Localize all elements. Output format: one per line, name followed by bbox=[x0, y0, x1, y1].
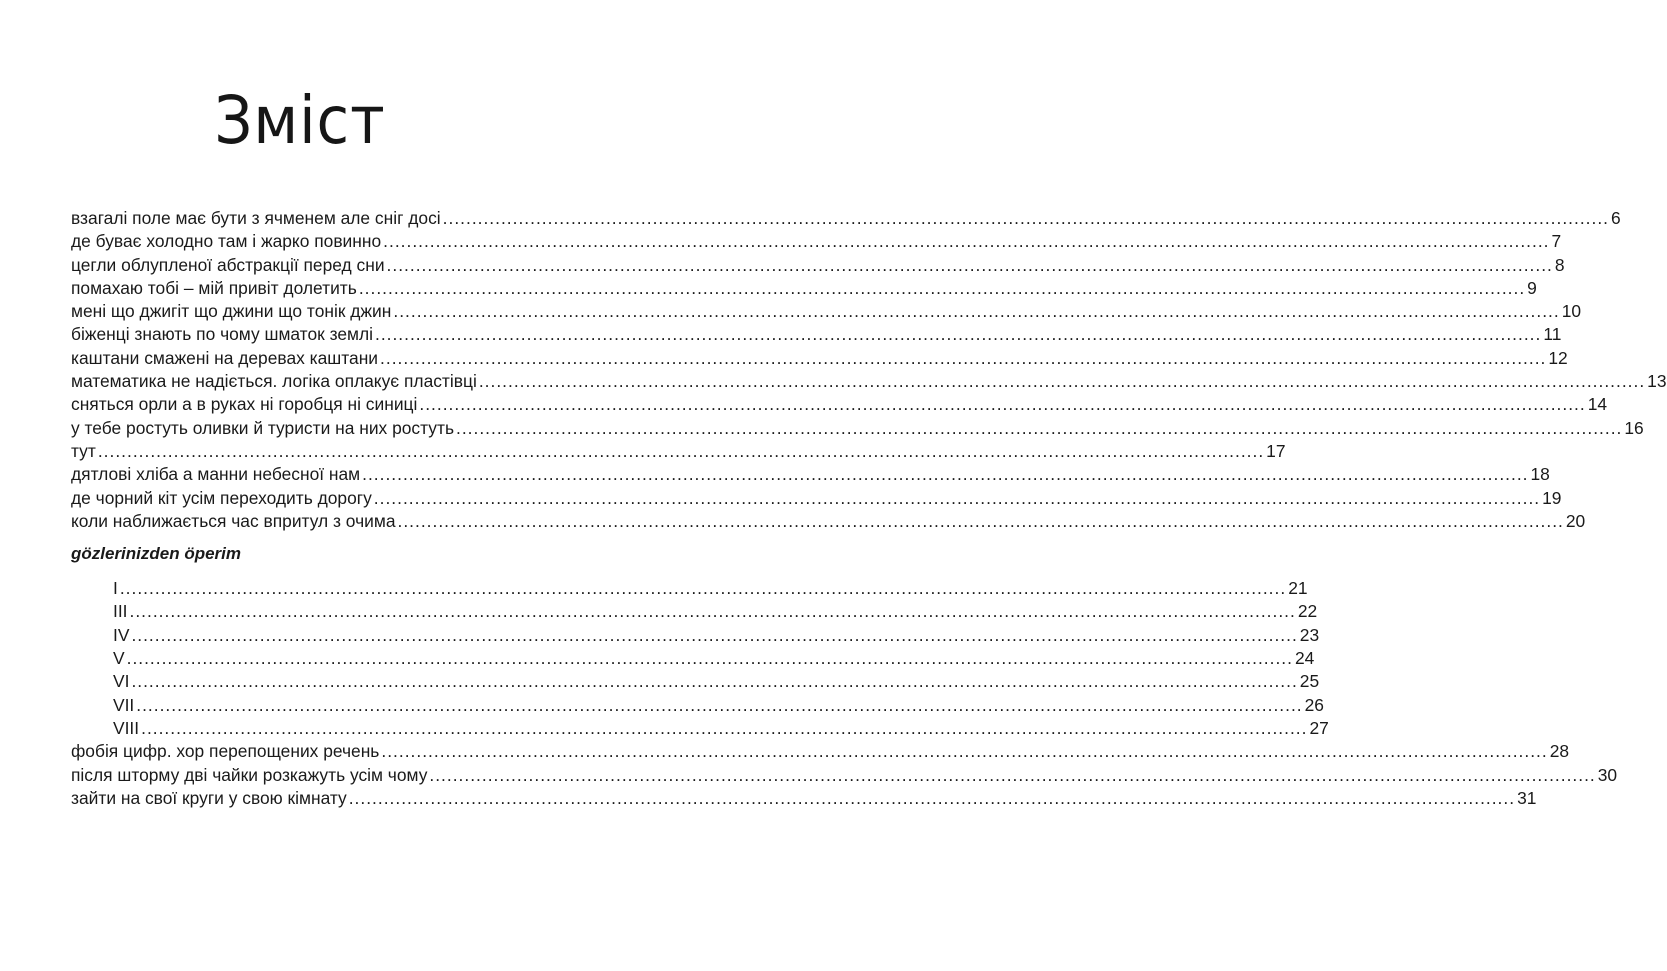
entry-title: VII bbox=[113, 694, 135, 715]
entry-page: 23 bbox=[1299, 624, 1320, 645]
toc-subentry bbox=[71, 717, 1329, 741]
toc-entry bbox=[71, 301, 1582, 324]
dot-leader: ........................................................................................................................................................................................................ bbox=[380, 347, 1547, 368]
entry-page: 28 bbox=[1549, 741, 1570, 762]
dot-leader: ........................................................................................................................................................................................................ bbox=[358, 277, 1526, 298]
toc-entry bbox=[71, 347, 1568, 371]
toc-entry bbox=[71, 417, 1644, 441]
entry-page: 26 bbox=[1304, 694, 1324, 715]
page-title: Зміст bbox=[214, 82, 386, 159]
dot-leader: ........................................................................................................................................................................................................ bbox=[442, 208, 1609, 228]
dot-leader: ........................................................................................................................................................................................................ bbox=[397, 510, 1564, 531]
toc-subentry bbox=[71, 694, 1324, 718]
dot-leader: ........................................................................................................................................................................................................ bbox=[478, 371, 1646, 392]
entry-page: 12 bbox=[1548, 347, 1568, 368]
entry-page: 14 bbox=[1587, 394, 1608, 415]
entry-page: 24 bbox=[1294, 648, 1315, 669]
entry-title: фобія цифр. хор перепощених речень bbox=[71, 741, 380, 762]
toc-entry bbox=[71, 440, 1286, 464]
toc-subentry bbox=[71, 648, 1315, 671]
entry-title: VIII bbox=[113, 717, 140, 738]
entry-title: зайти на свої круги у свою кімнату bbox=[71, 787, 347, 808]
entry-title: тут bbox=[71, 440, 96, 461]
entry-page: 17 bbox=[1266, 440, 1286, 461]
dot-leader: ........................................................................................................................................................................................................ bbox=[381, 741, 1548, 762]
toc-subentry bbox=[71, 601, 1318, 624]
entry-page: 7 bbox=[1551, 231, 1562, 252]
entry-page: 11 bbox=[1543, 324, 1562, 345]
dot-leader: ........................................................................................................................................................................................................ bbox=[97, 440, 1265, 461]
dot-leader: ........................................................................................................................................................................................................ bbox=[373, 487, 1541, 508]
dot-leader: ........................................................................................................................................................................................................ bbox=[141, 717, 1308, 738]
dot-leader: ........................................................................................................................................................................................................ bbox=[136, 694, 1303, 715]
dot-leader: ........................................................................................................................................................................................................ bbox=[348, 787, 1516, 808]
toc-entry bbox=[71, 487, 1562, 511]
entry-title: дятлові хліба а манни небесної нам bbox=[71, 464, 361, 485]
entry-page: 30 bbox=[1597, 764, 1618, 785]
entry-title: V bbox=[113, 648, 125, 669]
dot-leader: ........................................................................................................................................................................................................ bbox=[393, 301, 1560, 322]
entry-title: VI bbox=[113, 671, 130, 692]
entry-title: IV bbox=[113, 624, 130, 645]
entry-title: у тебе ростуть оливки й туристи на них ростуть bbox=[71, 417, 455, 438]
toc-subentry bbox=[71, 578, 1308, 601]
entry-page: 20 bbox=[1565, 510, 1586, 531]
entry-title: помахаю тобі – мій привіт долетить bbox=[71, 277, 357, 298]
dot-leader: ........................................................................................................................................................................................................ bbox=[429, 764, 1596, 785]
dot-leader: ........................................................................................................................................................................................................ bbox=[456, 417, 1623, 438]
entry-page: 8 bbox=[1554, 254, 1565, 275]
entry-title: мені що джигіт що джини що тонік джин bbox=[71, 301, 392, 322]
dot-leader: ........................................................................................................................................................................................................ bbox=[119, 578, 1287, 599]
entry-title: I bbox=[113, 578, 118, 599]
dot-leader: ........................................................................................................................................................................................................ bbox=[131, 624, 1298, 645]
toc-entry bbox=[71, 231, 1562, 254]
entry-page: 6 bbox=[1611, 208, 1621, 228]
entry-page: 27 bbox=[1309, 717, 1329, 738]
entry-page: 13 bbox=[1647, 371, 1667, 392]
toc-entry bbox=[71, 394, 1608, 417]
dot-leader: ........................................................................................................................................................................................................ bbox=[362, 464, 1529, 485]
dot-leader: ........................................................................................................................................................................................................ bbox=[131, 671, 1298, 692]
entry-title: сняться орли а в руках ні горобця ні синиці bbox=[71, 394, 418, 415]
entry-page: 22 bbox=[1297, 601, 1318, 622]
entry-page: 16 bbox=[1624, 417, 1644, 438]
entry-title: де буває холодно там і жарко повинно bbox=[71, 231, 382, 252]
toc-entry bbox=[71, 510, 1586, 534]
entry-title: де чорний кіт усім переходить дорогу bbox=[71, 487, 372, 508]
entry-page: 9 bbox=[1527, 277, 1537, 298]
toc-entry bbox=[71, 254, 1565, 278]
entry-title: цегли облупленої абстракції перед сни bbox=[71, 254, 385, 275]
dot-leader: ........................................................................................................................................................................................................ bbox=[374, 324, 1542, 345]
entry-page: 31 bbox=[1517, 787, 1537, 808]
entry-title: взагалі поле має бути з ячменем але сніг досі bbox=[71, 208, 441, 228]
toc-entry bbox=[71, 787, 1537, 811]
toc-entry bbox=[71, 741, 1570, 764]
dot-leader: ........................................................................................................................................................................................................ bbox=[386, 254, 1553, 275]
entry-page: 19 bbox=[1542, 487, 1562, 508]
entry-page: 21 bbox=[1288, 578, 1308, 599]
entry-title: каштани смажені на деревах каштани bbox=[71, 347, 379, 368]
dot-leader: ........................................................................................................................................................................................................ bbox=[126, 648, 1293, 669]
entry-title: біженці знають по чому шматок землі bbox=[71, 324, 373, 345]
entry-title: III bbox=[113, 601, 128, 622]
section-heading: gözlerinizden öperim bbox=[71, 544, 242, 564]
toc-entry bbox=[71, 464, 1550, 487]
dot-leader: ........................................................................................................................................................................................................ bbox=[419, 394, 1586, 415]
entry-page: 25 bbox=[1299, 671, 1320, 692]
entry-title: математика не надіється. логіка оплакує пластівці bbox=[71, 371, 477, 392]
toc-entry bbox=[71, 208, 1621, 231]
toc-entry bbox=[71, 324, 1562, 347]
toc-subentry bbox=[71, 624, 1320, 648]
entry-title: коли наближається час впритул з очима bbox=[71, 510, 396, 531]
dot-leader: ........................................................................................................................................................................................................ bbox=[383, 231, 1550, 252]
entry-title: після шторму дві чайки розкажуть усім чому bbox=[71, 764, 428, 785]
entry-page: 10 bbox=[1561, 301, 1582, 322]
toc-entry bbox=[71, 277, 1537, 301]
toc-subentry bbox=[71, 671, 1320, 694]
dot-leader: ........................................................................................................................................................................................................ bbox=[129, 601, 1296, 622]
entry-page: 18 bbox=[1530, 464, 1550, 485]
toc-entry bbox=[71, 764, 1618, 788]
table-of-contents bbox=[71, 208, 1667, 811]
toc-entry bbox=[71, 371, 1667, 394]
